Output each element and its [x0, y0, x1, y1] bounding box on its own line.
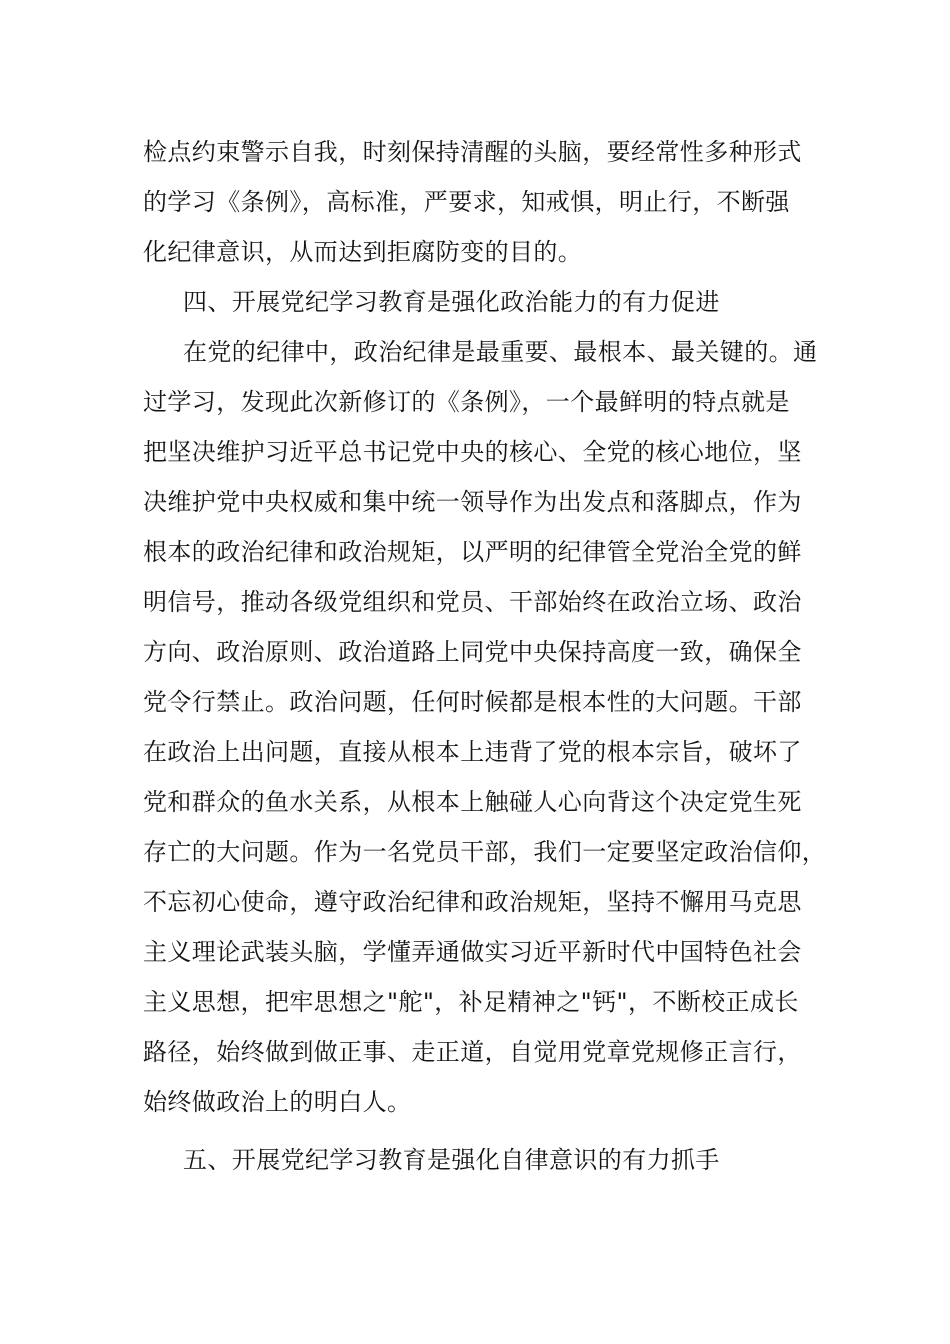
paragraph-line: 过学习，发现此次新修订的《条例》，一个最鲜明的特点就是: [143, 388, 790, 416]
paragraph-line: 主义理论武装头脑，学懂弄通做实习近平新时代中国特色社会: [143, 938, 802, 966]
paragraph-line: 把坚决维护习近平总书记党中央的核心、全党的核心地位，坚: [143, 438, 802, 466]
paragraph-line: 检点约束警示自我，时刻保持清醒的头脑，要经常性多种形式: [143, 138, 802, 166]
paragraph-line: 党令行禁止。政治问题，任何时候都是根本性的大问题。干部: [143, 688, 802, 716]
paragraph-line: 在党的纪律中，政治纪律是最重要、最根本、最关键的。通: [183, 338, 818, 366]
paragraph-line: 始终做政治上的明白人。: [143, 1088, 412, 1116]
paragraph-line: 化纪律意识，从而达到拒腐防变的目的。: [143, 238, 583, 266]
paragraph-line: 明信号，推动各级党组织和党员、干部始终在政治立场、政治: [143, 588, 802, 616]
paragraph-line: 路径，始终做到做正事、走正道，自觉用党章党规修正言行，: [143, 1038, 802, 1066]
paragraph-line: 根本的政治纪律和政治规矩，以严明的纪律管全党治全党的鲜: [143, 538, 802, 566]
section-heading: 四、开展党纪学习教育是强化政治能力的有力促进: [183, 288, 720, 316]
paragraph-line: 存亡的大问题。作为一名党员干部，我们一定要坚定政治信仰，: [143, 838, 827, 866]
paragraph-line: 方向、政治原则、政治道路上同党中央保持高度一致，确保全: [143, 638, 802, 666]
section-heading: 五、开展党纪学习教育是强化自律意识的有力抓手: [183, 1146, 720, 1174]
document-body: [143, 127, 843, 1185]
paragraph-line: 决维护党中央权威和集中统一领导作为出发点和落脚点，作为: [143, 488, 802, 516]
paragraph-line: 在政治上出问题，直接从根本上违背了党的根本宗旨，破坏了: [143, 738, 802, 766]
paragraph-line: 党和群众的鱼水关系，从根本上触碰人心向背这个决定党生死: [143, 788, 802, 816]
paragraph-line: 不忘初心使命，遵守政治纪律和政治规矩，坚持不懈用马克思: [143, 888, 802, 916]
paragraph-line: 的学习《条例》，高标准，严要求，知戒惧，明止行，不断强: [143, 188, 790, 216]
paragraph-line: 主义思想，把牢思想之"舵"，补足精神之"钙"，不断校正成长: [143, 988, 799, 1016]
